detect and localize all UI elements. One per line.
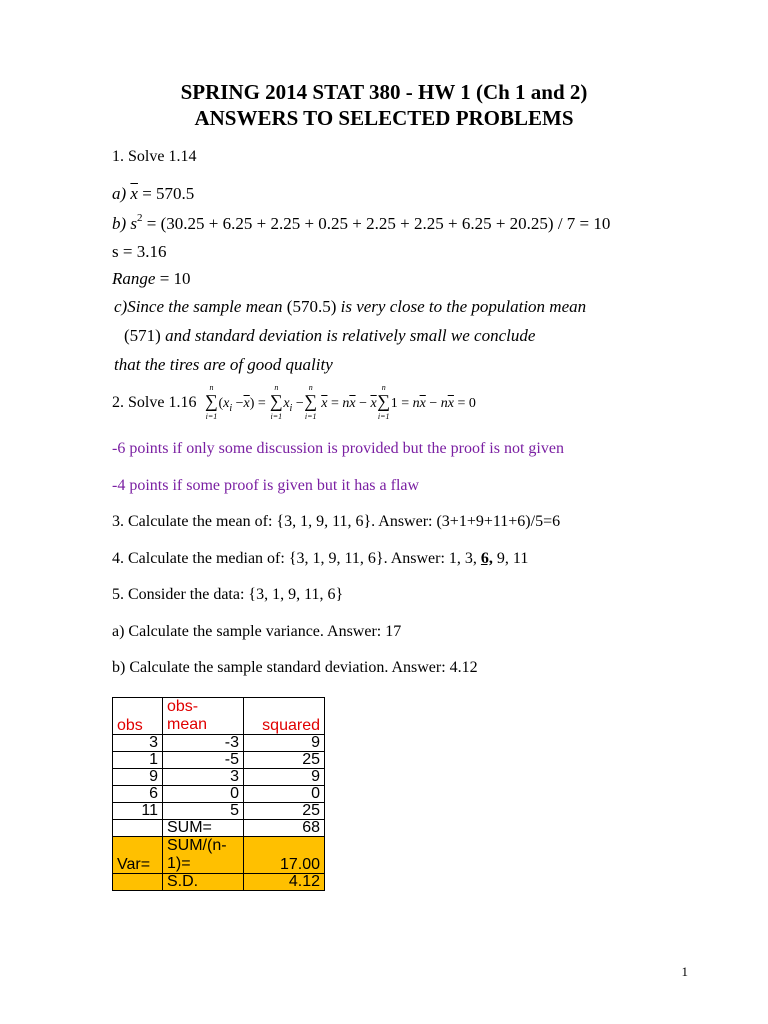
variance-formula: SUM/(n- 1)= [163, 837, 244, 874]
table-cell: 6 [113, 786, 163, 803]
page-number: 1 [681, 964, 688, 979]
q1-s-line: s = 3.16 [112, 242, 167, 261]
q4-median-value: 6, [480, 550, 493, 567]
table-cell: 0 [244, 786, 325, 803]
summation-symbol: n ∑ i=1 [205, 383, 218, 421]
q4-line [112, 550, 528, 568]
table-cell: 3 [163, 769, 244, 786]
q1a-line [112, 184, 194, 204]
q1-range-line [112, 269, 191, 289]
summation-symbol: n ∑ i=1 [269, 383, 283, 421]
q5a-line: a) Calculate the sample variance. Answer: 17 [112, 623, 402, 640]
table-cell: 5 [163, 803, 244, 820]
table-cell: 9 [113, 769, 163, 786]
table-row [113, 752, 325, 769]
table-sd-row [113, 874, 325, 891]
table-cell: 9 [244, 769, 325, 786]
table-row [113, 803, 325, 820]
header-obs-mean: obs- mean [163, 698, 244, 735]
q1c-population-mean: (571) [124, 326, 161, 345]
summation-symbol: n ∑ i=1 [304, 383, 318, 421]
q1c-sample-mean: (570.5) [286, 297, 337, 316]
page-title: SPRING 2014 STAT 380 - HW 1 (Ch 1 and 2) [180, 80, 588, 104]
table-variance-row [113, 837, 325, 874]
q1a-label: a) [112, 184, 127, 203]
q4-suffix: 9, 11 [496, 550, 529, 567]
q5-heading: 5. Consider the data: {3, 1, 9, 11, 6} [112, 586, 344, 603]
variance-value: 17.00 [244, 837, 325, 874]
q2-penalty-2: -4 points if some proof is given but it has a flaw [112, 477, 420, 494]
q4-prefix: 4. Calculate the median of: {3, 1, 9, 11, 6}. Answer: 1, 3, [112, 550, 477, 567]
q3-line: 3. Calculate the mean of: {3, 1, 9, 11, 6}. Answer: (3+1+9+11+6)/5=6 [112, 513, 561, 530]
q2-penalty-1: -6 points if only some discussion is provided but the proof is not given [112, 440, 564, 457]
table-cell: 25 [244, 803, 325, 820]
s-symbol: s [130, 214, 138, 233]
table-cell: 3 [113, 735, 163, 752]
table-cell [113, 820, 163, 837]
table-header-row [113, 698, 325, 735]
sum-label: SUM= [163, 820, 244, 837]
q1c-line1 [114, 297, 586, 317]
table-row [113, 769, 325, 786]
table-sum-row [113, 820, 325, 837]
header-obs: obs [113, 698, 163, 735]
q1c-line3: that the tires are of good quality [114, 355, 333, 374]
table-cell: 11 [113, 803, 163, 820]
sum-value: 68 [244, 820, 325, 837]
range-value: = 10 [159, 269, 191, 288]
table-cell: -3 [163, 735, 244, 752]
page-subtitle: ANSWERS TO SELECTED PROBLEMS [194, 106, 574, 130]
header-squared: squared [244, 698, 325, 735]
q2-proof-equation: n ∑ i=1 $(x_i -\overline{x})$ = n ∑ i=1 $x_i$ − n ∑ i=1 $\overline{x} = n\overline{x} - \overline{x}$ n ∑ i=1 $1 = n\overline{x} - n\overline{x} = 0$ [205, 383, 476, 421]
q1c-line2 [124, 326, 535, 346]
table-cell: 9 [244, 735, 325, 752]
q1b-label: b) [112, 214, 127, 233]
range-label: Range [112, 269, 156, 288]
q1c-text-d: and standard deviation is relatively small we conclude [165, 326, 536, 345]
table-cell [113, 874, 163, 891]
squared-superscript: 2 [137, 212, 143, 224]
q1a-expr: = 570.5 [142, 184, 195, 203]
sd-value: 4.12 [244, 874, 325, 891]
q5b-line: b) Calculate the sample standard deviation. Answer: 4.12 [112, 659, 478, 676]
q2-line [112, 383, 476, 421]
table-cell: 25 [244, 752, 325, 769]
q1b-expr: = (30.25 + 6.25 + 2.25 + 0.25 + 2.25 + 2.25 + 6.25 + 20.25) / 7 = 10 [146, 214, 611, 233]
summation-symbol: n ∑ i=1 [377, 383, 391, 421]
table-cell: 1 [113, 752, 163, 769]
q1c-text-c: is very close to the population mean [340, 297, 587, 316]
variance-label: Var= [113, 837, 163, 874]
q1-heading: 1. Solve 1.14 [112, 148, 197, 165]
table-cell: -5 [163, 752, 244, 769]
sd-label: S.D. [163, 874, 244, 891]
q1c-text-a: c)Since the sample mean [114, 297, 283, 316]
table-row [113, 735, 325, 752]
table-cell: 0 [163, 786, 244, 803]
table-row [113, 786, 325, 803]
q1b-line [112, 214, 610, 234]
variance-table [112, 697, 325, 891]
xbar-symbol: $\overline{x}$ [130, 184, 138, 203]
q2-heading: 2. Solve 1.16 [112, 394, 197, 411]
